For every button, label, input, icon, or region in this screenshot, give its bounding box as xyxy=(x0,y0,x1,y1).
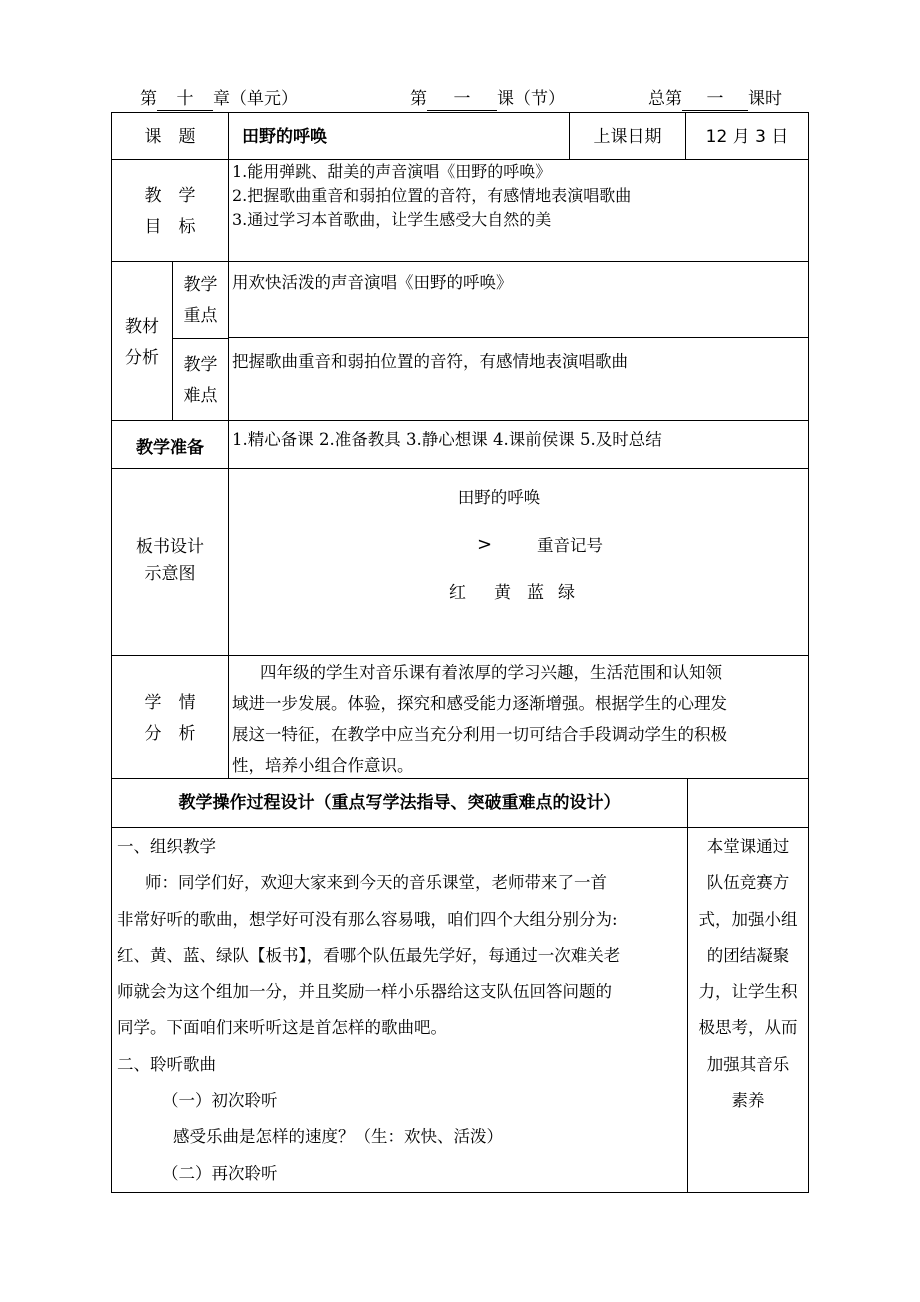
analysis-label xyxy=(112,312,172,374)
difficult-point-label xyxy=(173,350,228,412)
key-point-label xyxy=(173,270,228,332)
topic-value: 田野的呼唤 xyxy=(242,127,327,147)
students-label xyxy=(112,688,228,750)
students-text xyxy=(232,657,807,781)
process-line: 师：同学们好，欢迎大家来到今天的音乐课堂，老师带来了一首 xyxy=(145,873,607,893)
process-subsection: （一）初次聆听 xyxy=(162,1091,278,1111)
table-border xyxy=(111,1192,809,1193)
preparation-label: 教学准备 xyxy=(136,438,204,458)
lesson-suffix: 课（节） xyxy=(497,89,565,109)
team-colors xyxy=(449,580,575,606)
note-line: 加强其音乐 xyxy=(706,1054,790,1074)
difficult-point-text: 把握歌曲重音和弱拍位置的音符，有感情地表演唱歌曲 xyxy=(232,352,628,371)
key-point-label-line2: 重点 xyxy=(183,306,218,326)
process-body xyxy=(117,829,685,1192)
note-line: 本堂课通过 xyxy=(706,837,790,856)
chapter-value: 十 xyxy=(157,88,213,111)
difficult-point-label-line2: 难点 xyxy=(183,386,218,406)
chapter-prefix: 第 xyxy=(140,89,157,109)
date-value: 12 月 3 日 xyxy=(705,127,789,147)
students-label-line2: 分 析 xyxy=(144,724,196,744)
team-red: 红 xyxy=(449,583,466,603)
accent-text: 重音记号 xyxy=(537,536,603,555)
lesson-value: 一 xyxy=(427,88,497,111)
board-label-line2: 示意图 xyxy=(144,564,196,584)
students-line: 性，培养小组合作意识。 xyxy=(232,756,414,775)
topic-label: 课 题 xyxy=(144,127,196,147)
chapter-header xyxy=(140,86,298,112)
lesson-prefix: 第 xyxy=(410,89,427,109)
objective-item: 1.能用弹跳、甜美的声音演唱《田野的呼唤》 xyxy=(232,162,552,181)
process-line: 感受乐曲是怎样的速度？（生：欢快、活泼） xyxy=(173,1127,503,1147)
note-line: 式，加强小组 xyxy=(698,909,798,929)
note-line: 队伍竞赛方 xyxy=(706,873,790,893)
team-yellow: 黄 xyxy=(494,583,511,603)
board-label xyxy=(112,534,228,588)
chapter-suffix: 章（单元） xyxy=(213,89,298,109)
key-point-label-line1: 教学 xyxy=(183,275,218,295)
process-line: 红、黄、蓝、绿队【板书】，看哪个队伍最先学好，每通过一次难关老 xyxy=(117,945,621,965)
note-line: 极思考，从而 xyxy=(698,1018,798,1038)
key-point-text: 用欢快活泼的声音演唱《田野的呼唤》 xyxy=(232,273,513,292)
table-border xyxy=(808,112,809,1193)
process-line: 非常好听的歌曲，想学好可没有那么容易哦，咱们四个大组分别分为: xyxy=(117,909,618,929)
board-title: 田野的呼唤 xyxy=(457,488,541,507)
difficult-point-label-line1: 教学 xyxy=(183,355,218,375)
board-label-line1: 板书设计 xyxy=(136,537,204,557)
students-label-line1: 学 情 xyxy=(144,693,196,713)
note-line: 素养 xyxy=(731,1091,765,1111)
team-blue: 蓝 xyxy=(527,583,544,603)
process-section: 一、组织教学 xyxy=(117,837,216,856)
table-border xyxy=(111,112,112,1193)
table-border xyxy=(111,261,809,262)
lesson-header xyxy=(410,86,565,112)
process-section: 二、聆听歌曲 xyxy=(117,1054,216,1074)
table-border xyxy=(111,420,809,421)
process-heading: 教学操作过程设计（重点写学法指导、突破重难点的设计） xyxy=(178,793,621,813)
process-subsection: （二）再次聆听 xyxy=(162,1163,278,1183)
note-line: 的团结凝聚 xyxy=(706,945,790,965)
students-line: 展这一特征，在教学中应当充分利用一切可结合手段调动学生的积极 xyxy=(232,725,727,744)
total-value: 一 xyxy=(682,88,748,111)
team-green: 绿 xyxy=(558,583,575,603)
table-border xyxy=(228,337,809,338)
objective-item: 3.通过学习本首歌曲，让学生感受大自然的美 xyxy=(232,210,552,229)
preparation-text: 1.精心备课 2.准备教具 3.静心想课 4.课前侯课 5.及时总结 xyxy=(232,430,662,449)
table-border xyxy=(111,468,809,469)
date-label: 上课日期 xyxy=(593,127,662,147)
total-suffix: 课时 xyxy=(748,89,782,109)
table-border xyxy=(111,655,809,656)
objectives-label-line2: 目 标 xyxy=(144,217,196,237)
analysis-label-line1: 教材 xyxy=(125,317,159,337)
total-header xyxy=(648,86,782,112)
objectives-label-line1: 教 学 xyxy=(144,186,196,206)
process-line: 师就会为这个组加一分，并且奖励一样小乐器给这支队伍回答问题的 xyxy=(117,982,612,1002)
total-prefix: 总第 xyxy=(648,89,682,109)
table-border xyxy=(228,112,229,779)
objective-item: 2.把握歌曲重音和弱拍位置的音符，有感情地表演唱歌曲 xyxy=(232,186,632,205)
process-note xyxy=(688,829,808,1119)
students-line: 域进一步发展。体验，探究和感受能力逐渐增强。根据学生的心理发 xyxy=(232,694,727,713)
objectives-list xyxy=(232,160,802,232)
table-border xyxy=(111,827,809,828)
process-line: 同学。下面咱们来听听这是首怎样的歌曲吧。 xyxy=(117,1018,447,1038)
accent-symbol: > xyxy=(477,534,493,555)
analysis-label-line2: 分析 xyxy=(125,348,159,368)
table-border xyxy=(172,338,228,339)
table-border xyxy=(111,112,809,113)
objectives-label xyxy=(112,181,228,243)
students-line: 四年级的学生对音乐课有着浓厚的学习兴趣，生活范围和认知领 xyxy=(260,663,722,682)
note-line: 力，让学生积 xyxy=(698,982,798,1002)
